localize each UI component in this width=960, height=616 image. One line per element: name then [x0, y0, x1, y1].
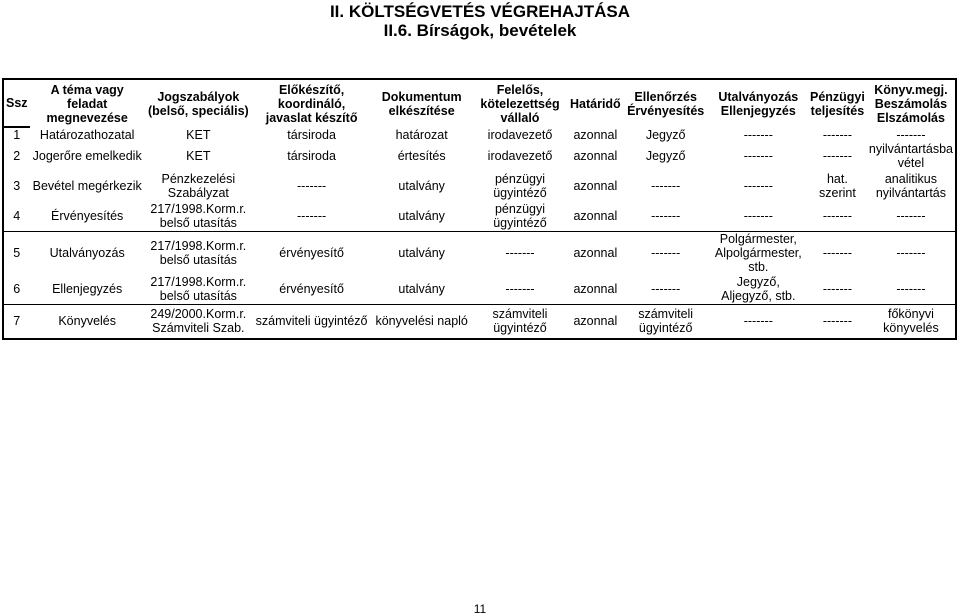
cell-jog: Pénzkezelési Szabályzat [161, 172, 236, 200]
cell-utal: ------- [743, 149, 773, 163]
cell-ell: Jegyző [645, 127, 686, 142]
cell-penz: ------- [822, 281, 852, 296]
cell-dok: utalvány [371, 231, 472, 274]
table-row [3, 127, 956, 142]
header-tema: A téma vagy feladat megnevezése [46, 82, 128, 125]
cell-hat: azonnal [573, 209, 618, 224]
cell-tema: Jogerőre emelkedik [32, 149, 142, 163]
cell-utal: ------- [709, 305, 808, 339]
cell-jog: 217/1998.Korm.r. belső utasítás [145, 231, 252, 274]
cell-ell: ------- [623, 231, 709, 274]
cell-fel: irodavezető [487, 149, 553, 163]
header-ellenorzes: Ellenőrzés Érvényesítés [627, 89, 705, 118]
table-row [3, 170, 956, 202]
cell-hat: azonnal [573, 127, 618, 142]
cell-elo: érvényesítő [279, 281, 344, 296]
cell-konyv: nyilvántartásba vétel [868, 142, 953, 170]
cell-dok: könyvelési napló [371, 305, 472, 339]
table-row [3, 274, 956, 305]
cell-jog: 249/2000.Korm.r. Számviteli Szab. [145, 305, 252, 339]
cell-tema: Határozathozatal [39, 127, 135, 142]
cell-fel: pénzügyi ügyintéző [493, 172, 547, 200]
cell-ell: számviteli ügyintéző [623, 305, 709, 339]
cell-elo: érvényesítő [252, 231, 371, 274]
cell-ssz: 4 [13, 209, 21, 224]
cell-ssz: 5 [3, 231, 30, 274]
cell-penz: ------- [808, 305, 867, 339]
cell-penz: ------- [808, 231, 867, 274]
cell-hat: azonnal [568, 231, 623, 274]
cell-penz: hat. szerint [819, 172, 856, 200]
header-ssz: Ssz [6, 96, 28, 110]
cell-tema: Ellenjegyzés [52, 281, 123, 296]
cell-penz: ------- [822, 209, 852, 224]
cell-konyv: ------- [896, 127, 926, 142]
header-konyv: Könyv.megj. Beszámolás Elszámolás [874, 82, 948, 125]
cell-tema: Könyvelés [30, 305, 145, 339]
page-number: 11 [473, 602, 487, 616]
cell-ell: ------- [651, 281, 681, 296]
cell-dok: határozat [395, 127, 448, 142]
cell-utal: ------- [743, 179, 773, 193]
cell-hat: azonnal [573, 281, 618, 296]
table-row [3, 305, 956, 339]
cell-tema: Utalványozás [30, 231, 145, 274]
cell-penz: ------- [822, 127, 852, 142]
cell-fel: pénzügyi ügyintéző [493, 202, 547, 231]
cell-konyv: főkönyvi könyvelés [867, 305, 956, 339]
cell-hat: azonnal [573, 179, 618, 193]
cell-konyv: analitikus nyilvántartás [875, 172, 947, 200]
cell-elo: ------- [297, 179, 327, 193]
cell-hat: azonnal [568, 305, 623, 339]
cell-elo: számviteli ügyintéző [252, 305, 371, 339]
cell-fel: számviteli ügyintéző [472, 305, 568, 339]
header-dokumentum: Dokumentum elkészítése [381, 89, 462, 118]
cell-fel: ------- [505, 281, 535, 296]
header-row [3, 79, 956, 127]
cell-fel: irodavezető [487, 127, 553, 142]
table-row [3, 231, 956, 274]
header-jogszabalyok: Jogszabályok (belső, speciális) [147, 89, 249, 118]
document-subtitle: II.6. Bírságok, bevételek [383, 21, 577, 40]
cell-ssz: 7 [3, 305, 30, 339]
header-penzugyi: Pénzügyi teljesítés [809, 89, 865, 118]
document-title: II. KÖLTSÉGVETÉS VÉGREHAJTÁSA [329, 2, 631, 21]
cell-tema: Érvényesítés [51, 209, 124, 224]
cell-penz: ------- [822, 149, 852, 163]
header-elokeszito: Előkészítő, koordináló, javaslat készítő [265, 82, 358, 125]
cell-utal: Jegyző, Aljegyző, stb. [721, 274, 796, 303]
cell-ssz: 1 [3, 127, 30, 142]
cell-hat: azonnal [573, 149, 618, 163]
cell-jog: 217/1998.Korm.r. belső utasítás [150, 274, 247, 303]
cell-ell: ------- [651, 179, 681, 193]
cell-konyv: ------- [896, 209, 926, 224]
cell-dok: értesítés [397, 149, 446, 163]
cell-konyv: ------- [867, 231, 956, 274]
table-row [3, 202, 956, 231]
cell-tema: Bevétel megérkezik [32, 179, 142, 193]
cell-jog: KET [186, 149, 211, 163]
cell-ssz: 6 [13, 281, 21, 296]
cell-dok: utalvány [398, 281, 445, 296]
header-hatarido: Határidő [569, 96, 621, 111]
cell-dok: utalvány [398, 179, 445, 193]
cell-elo: társiroda [287, 127, 336, 142]
cell-konyv: ------- [896, 281, 926, 296]
cell-jog: KET [186, 127, 211, 142]
cell-elo: ------- [297, 209, 327, 224]
cell-ssz: 3 [13, 179, 21, 193]
cell-ssz: 2 [13, 149, 21, 163]
cell-utal: ------- [743, 209, 773, 224]
table-row [3, 142, 956, 170]
cell-utal: Polgármester, Alpolgármester, stb. [709, 231, 808, 274]
cell-elo: társiroda [287, 149, 336, 163]
header-utalvanyozas: Utalványozás Ellenjegyzés [718, 89, 799, 118]
cell-utal: ------- [743, 127, 773, 142]
cell-jog: 217/1998.Korm.r. belső utasítás [150, 202, 247, 231]
cell-dok: utalvány [398, 209, 445, 224]
header-felelos: Felelős, kötelezettség vállaló [480, 82, 560, 125]
cell-fel: ------- [472, 231, 568, 274]
cell-ell: Jegyző [645, 149, 686, 163]
cell-ell: ------- [651, 209, 681, 224]
process-table [2, 78, 957, 340]
